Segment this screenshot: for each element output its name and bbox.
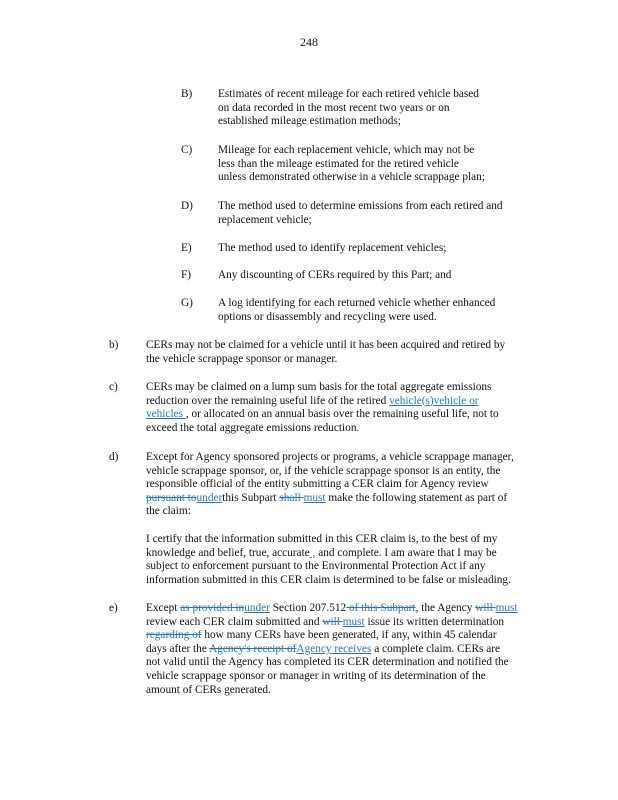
text-run: Section 207.512 [269,602,347,614]
text-run: and complete. I am aware that I may be [315,546,497,559]
paragraph-line [146,602,556,616]
deleted-text: of this Subpart [346,602,416,614]
paragraph-line: CERs may not be claimed for a vehicle until it has been acquired and retired by [146,339,506,351]
sub-item-line: The method used to determine emissions from each retired and [218,200,503,212]
text-run: Except [146,602,181,614]
sub-item-label: E) [181,242,192,254]
inserted-text: must [303,491,326,504]
paragraph-line [146,395,546,409]
inserted-text: must [495,602,518,614]
deleted-text: will [322,615,343,628]
sub-item-label: C) [181,144,193,156]
text-run: , the Agency [415,602,476,614]
inserted-text: Agency receives [296,642,372,655]
sub-item-line: A log identifying for each returned vehicle whether enhanced [218,297,496,309]
paragraph-line: the vehicle scrappage sponsor or manager. [146,352,338,365]
paragraph-line: responsible official of the entity submitting a CER claim for Agency review [146,478,489,491]
text-run: review each CER claim submitted and [146,615,323,628]
sub-item-label: G) [181,297,193,309]
paragraph-line: vehicle scrappage sponsor or manager in writing of its determination of the [146,669,486,682]
deleted-text: will [475,602,496,614]
deleted-text: regarding of [146,629,202,642]
inserted-text: must [342,615,365,628]
certification-statement [146,533,556,587]
paragraph-line [146,629,556,643]
paragraph-line: amount of CERs generated. [146,683,271,696]
sub-item-line: Estimates of recent mileage for each retired vehicle based [218,88,479,100]
paragraph-label: b) [109,339,119,351]
text-run: issue its written determination [364,615,505,628]
sub-item-line: replacement vehicle; [218,213,312,226]
sub-item-line: unless demonstrated otherwise in a vehicle scrappage plan; [218,171,485,184]
paragraph-line [146,408,546,422]
paragraph-line: vehicle scrappage sponsor, or, if the vehicle scrappage sponsor is an entity, the [146,464,501,477]
text-run: days after the [146,642,210,655]
sub-item-line: established mileage estimation methods; [218,115,401,128]
sub-item-line: options or disassembly and recycling were used. [218,310,437,323]
paragraph-line: not valid until the Agency has completed its CER determination and notified the [146,656,509,669]
sub-item-line: Mileage for each replacement vehicle, which may not be [218,144,475,156]
inserted-text: under [244,602,270,614]
statement-line: information submitted in this CER claim is determined to be false or misleading. [146,573,511,586]
text-run: , or allocated on an annual basis over the remaining useful life, not to [185,408,499,421]
paragraph-label: e) [109,602,118,614]
inserted-text: vehicle(s)vehicle or [389,394,479,407]
deleted-text: shall [279,491,304,504]
text-run: knowledge and belief, true, accurate [146,546,310,559]
deleted-text: as provided in [180,602,245,614]
paragraph-line: CERs may be claimed on a lump sum basis for the total aggregate emissions [146,381,492,393]
text-run: how many CERs have been generated, if any, within 45 calendar [201,629,497,642]
deleted-text: pursuant to [146,491,197,504]
text-run: reduction over the remaining useful life of the retired [146,394,390,407]
sub-item-line: less than the mileage estimated for the retired vehicle [218,157,459,170]
paragraph-line [146,492,556,506]
paragraph-line: exceed the total aggregate emissions reduction. [146,421,360,434]
paragraph-line: the claim: [146,505,191,518]
inserted-text: , [309,546,316,559]
text-run: make the following statement as part of [325,491,508,504]
text-run: a complete claim. CERs are [371,642,501,655]
sub-item-line: Any discounting of CERs required by this Part; and [218,269,452,281]
paragraph-line: Except for Agency sponsored projects or programs, a vehicle scrappage manager, [146,451,514,463]
paragraph-line [146,616,556,630]
sub-item-line: on data recorded in the most recent two years or on [218,101,450,114]
page-number: 248 [300,35,318,49]
statement-line: subject to enforcement pursuant to the Environmental Protection Act if any [146,560,486,573]
statement-line [146,547,556,561]
deleted-text: Agency's receipt of [209,642,297,655]
sub-item-label: B) [181,88,193,100]
sub-item-label: D) [181,200,193,212]
text-run: this Subpart [222,491,280,504]
statement-line: I certify that the information submitted in this CER claim is, to the best of my [146,533,498,545]
inserted-text: under [196,491,223,504]
paragraph-label: d) [109,451,119,463]
sub-item-line: The method used to identify replacement vehicles; [218,242,447,254]
paragraph-line [146,643,556,657]
paragraph-label: c) [109,381,118,393]
inserted-text: vehicles [146,408,186,421]
sub-item-label: F) [181,269,192,281]
